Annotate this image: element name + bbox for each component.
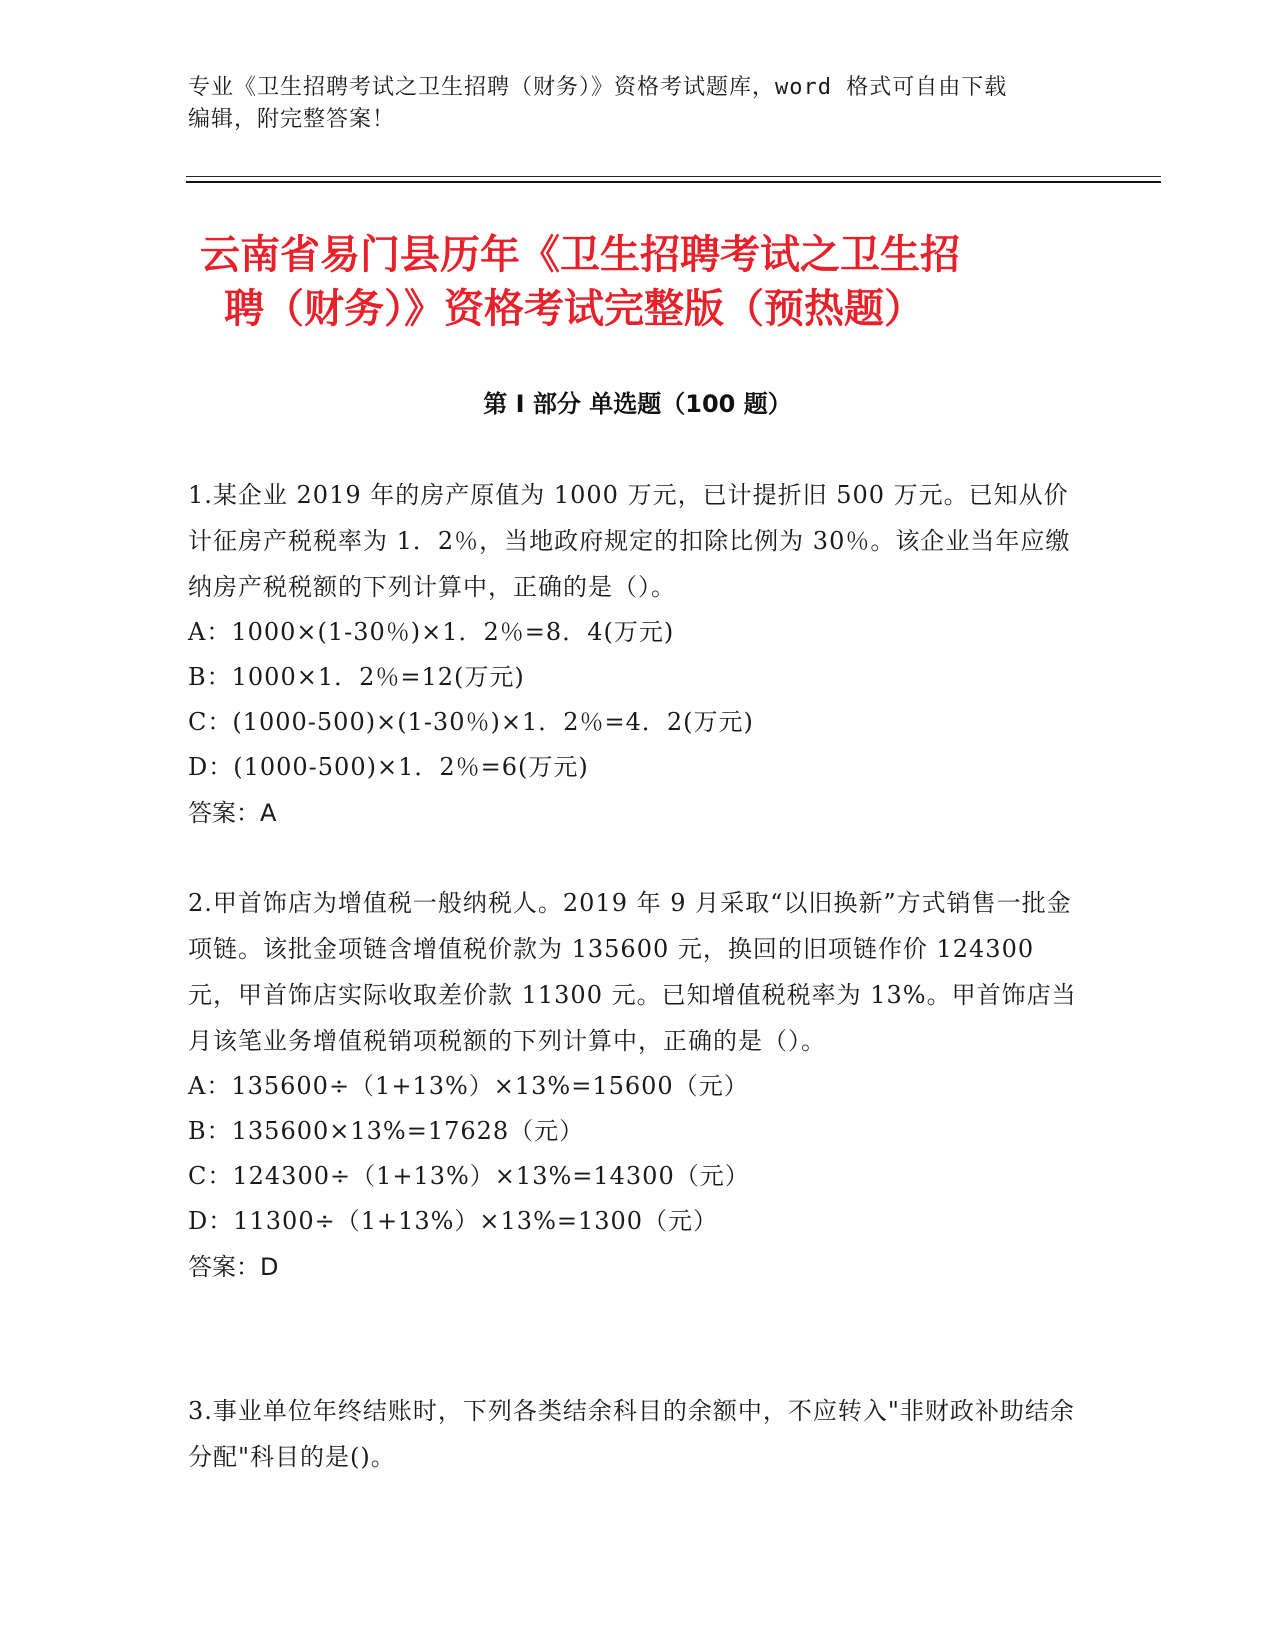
header-divider-thin [186,176,1161,177]
header-note [188,72,1088,136]
header-note-line-1: 专业《卫生招聘考试之卫生招聘（财务）》资格考试题库，word 格式可自由下载 [188,75,1008,100]
option-a: A：135600÷（1+13%）×13%=15600（元） [188,1072,749,1100]
option-d: D：11300÷（1+13%）×13%=1300（元） [188,1207,719,1235]
question-stem: 1.某企业 2019 年的房产原值为 1000 万元，已计提折旧 500 万元。已知从价计征房产税税率为 1．2％，当地政府规定的扣除比例为 30％。该企业当年应缴纳房产税税额的下列计算中，正确的是（）。 [188,481,1071,601]
option-c: C：124300÷（1+13%）×13%=14300（元） [188,1162,750,1190]
document-title [200,228,1100,336]
question-2 [188,880,1078,1290]
option-b: B：135600×13%=17628（元） [188,1117,585,1145]
question-stem: 2.甲首饰店为增值税一般纳税人。2019 年 9 月采取“以旧换新”方式销售一批金项链。该批金项链含增值税价款为 135600 元，换回的旧项链作价 124300 元，甲首饰店实际收取差价款 11300 元。已知增值税税率为 13%。甲首饰店当月该笔业务增值税销项税额的下列计算中，正确的是（）。 [188,889,1077,1055]
header-divider-thick [186,181,1161,183]
answer: 答案：D [188,1253,279,1281]
question-3 [188,1388,1078,1480]
header-note-line-2: 编辑，附完整答案！ [188,107,396,132]
option-d: D：(1000-500)×1．2％=6(万元) [188,753,589,781]
section-title: 第 I 部分 单选题（100 题） [483,390,792,418]
answer: 答案：A [188,799,277,827]
question-stem: 3.事业单位年终结账时，下列各类结余科目的余额中，不应转入"非财政补助结余分配"科目的是()。 [188,1397,1075,1471]
document-title-line-2: 聘（财务）》资格考试完整版（预热题） [224,286,924,332]
question-1 [188,472,1078,836]
option-a: A：1000×(1-30％)×1．2％=8．4(万元) [188,618,675,646]
option-b: B：1000×1．2％=12(万元) [188,663,525,691]
document-title-line-1: 云南省易门县历年《卫生招聘考试之卫生招 [200,232,960,278]
option-c: C：(1000-500)×(1-30％)×1．2％=4．2(万元) [188,708,754,736]
